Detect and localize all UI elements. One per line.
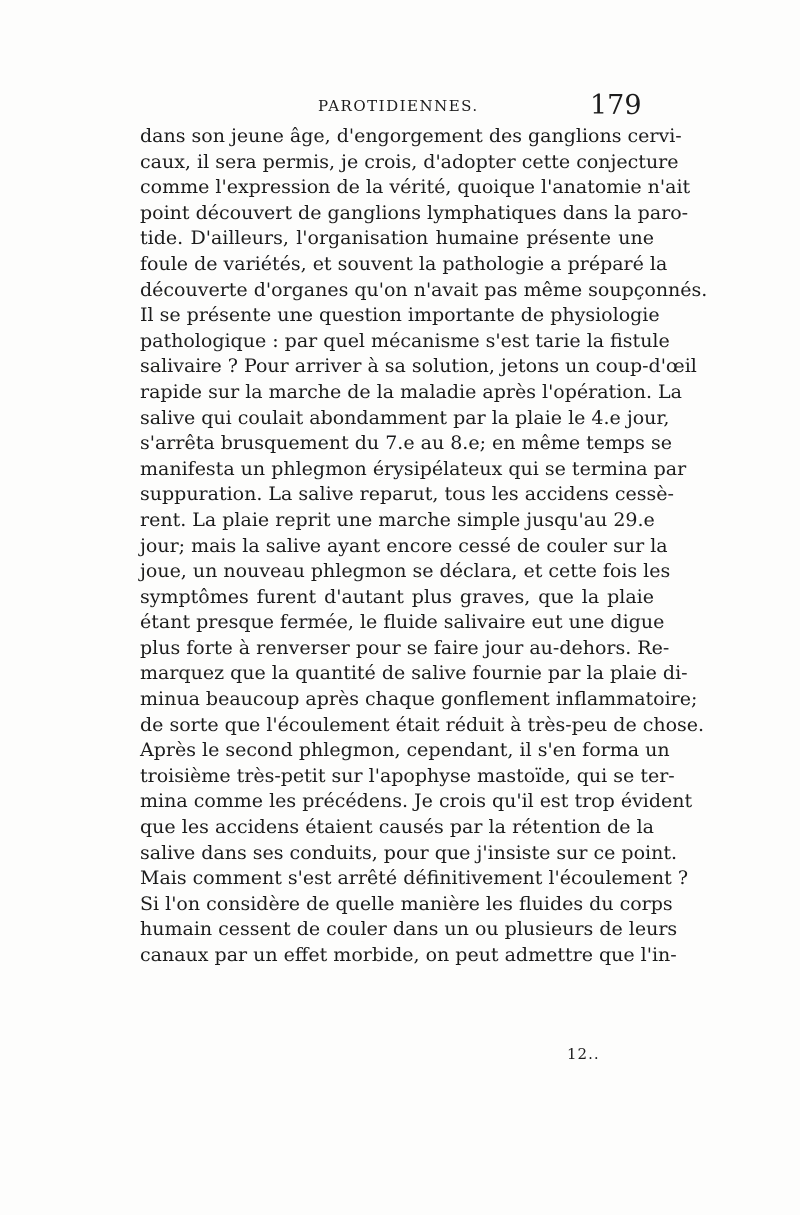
text-line: jour; mais la salive ayant encore cessé de couler sur la — [140, 534, 668, 557]
text-line: marquez que la quantité de salive fournie par la plaie di- — [140, 662, 688, 685]
text-line: canaux par un effet morbide, on peut admettre que l'in- — [140, 944, 677, 966]
body-text — [140, 124, 708, 969]
text-line: point découvert de ganglions lymphatiques dans la paro- — [140, 201, 689, 224]
text-line: minua beaucoup après chaque gonflement inflammatoire; — [140, 688, 698, 711]
text-line: rapide sur la marche de la maladie après l'opération. La — [140, 380, 682, 403]
text-line: pathologique : par quel mécanisme s'est tarie la fistule — [140, 329, 670, 352]
text-line: rent. La plaie reprit une marche simple jusqu'au 29.e — [140, 508, 655, 531]
text-line: suppuration. La salive reparut, tous les accidens cessè- — [140, 483, 674, 506]
text-line: salivaire ? Pour arriver à sa solution, jetons un coup-d'œil — [140, 355, 697, 378]
text-line: de sorte que l'écoulement était réduit à très-peu de chose. — [140, 713, 705, 736]
text-line: manifesta un phlegmon érysipélateux qui se termina par — [140, 457, 687, 480]
text-line: salive dans ses conduits, pour que j'insiste sur ce point. — [140, 841, 678, 864]
text-line: tide. D'ailleurs, l'organisation humaine présente une — [140, 227, 654, 250]
text-line: Mais comment s'est arrêté définitivement l'écoulement ? — [140, 867, 689, 890]
text-line: mina comme les précédens. Je crois qu'il est trop évident — [140, 790, 693, 813]
text-line: plus forte à renverser pour se faire jour au-dehors. Re- — [140, 636, 670, 659]
text-line: foule de variétés, et souvent la pathologie a préparé la — [140, 252, 668, 275]
text-line: joue, un nouveau phlegmon se déclara, et cette fois les — [140, 560, 671, 583]
text-line: Si l'on considère de quelle manière les fluides du corps — [140, 892, 673, 915]
page-number: 179 — [590, 90, 642, 121]
text-line: symptômes furent d'autant plus graves, que la plaie — [140, 585, 654, 608]
text-line: Après le second phlegmon, cependant, il s'en forma un — [140, 739, 670, 762]
text-line: découverte d'organes qu'on n'avait pas même soupçonnés. — [140, 278, 708, 301]
text-line: caux, il sera permis, je crois, d'adopter cette conjecture — [140, 150, 679, 173]
running-title: PAROTIDIENNES. — [318, 97, 479, 115]
signature-mark: 12.. — [567, 1045, 600, 1063]
text-line: dans son jeune âge, d'engorgement des ganglions cervi- — [140, 125, 682, 147]
text-line: étant presque fermée, le fluide salivaire eut une digue — [140, 611, 665, 634]
text-line: troisième très-petit sur l'apophyse mastoïde, qui se ter- — [140, 764, 675, 787]
text-line: s'arrêta brusquement du 7.e au 8.e; en même temps se — [140, 432, 672, 455]
text-line: que les accidens étaient causés par la rétention de la — [140, 816, 654, 839]
text-line: salive qui coulait abondamment par la plaie le 4.e jour, — [140, 406, 670, 429]
text-line: Il se présente une question importante de physiologie — [140, 304, 660, 327]
text-line: comme l'expression de la vérité, quoique l'anatomie n'ait — [140, 176, 691, 199]
text-line: humain cessent de couler dans un ou plusieurs de leurs — [140, 918, 678, 941]
